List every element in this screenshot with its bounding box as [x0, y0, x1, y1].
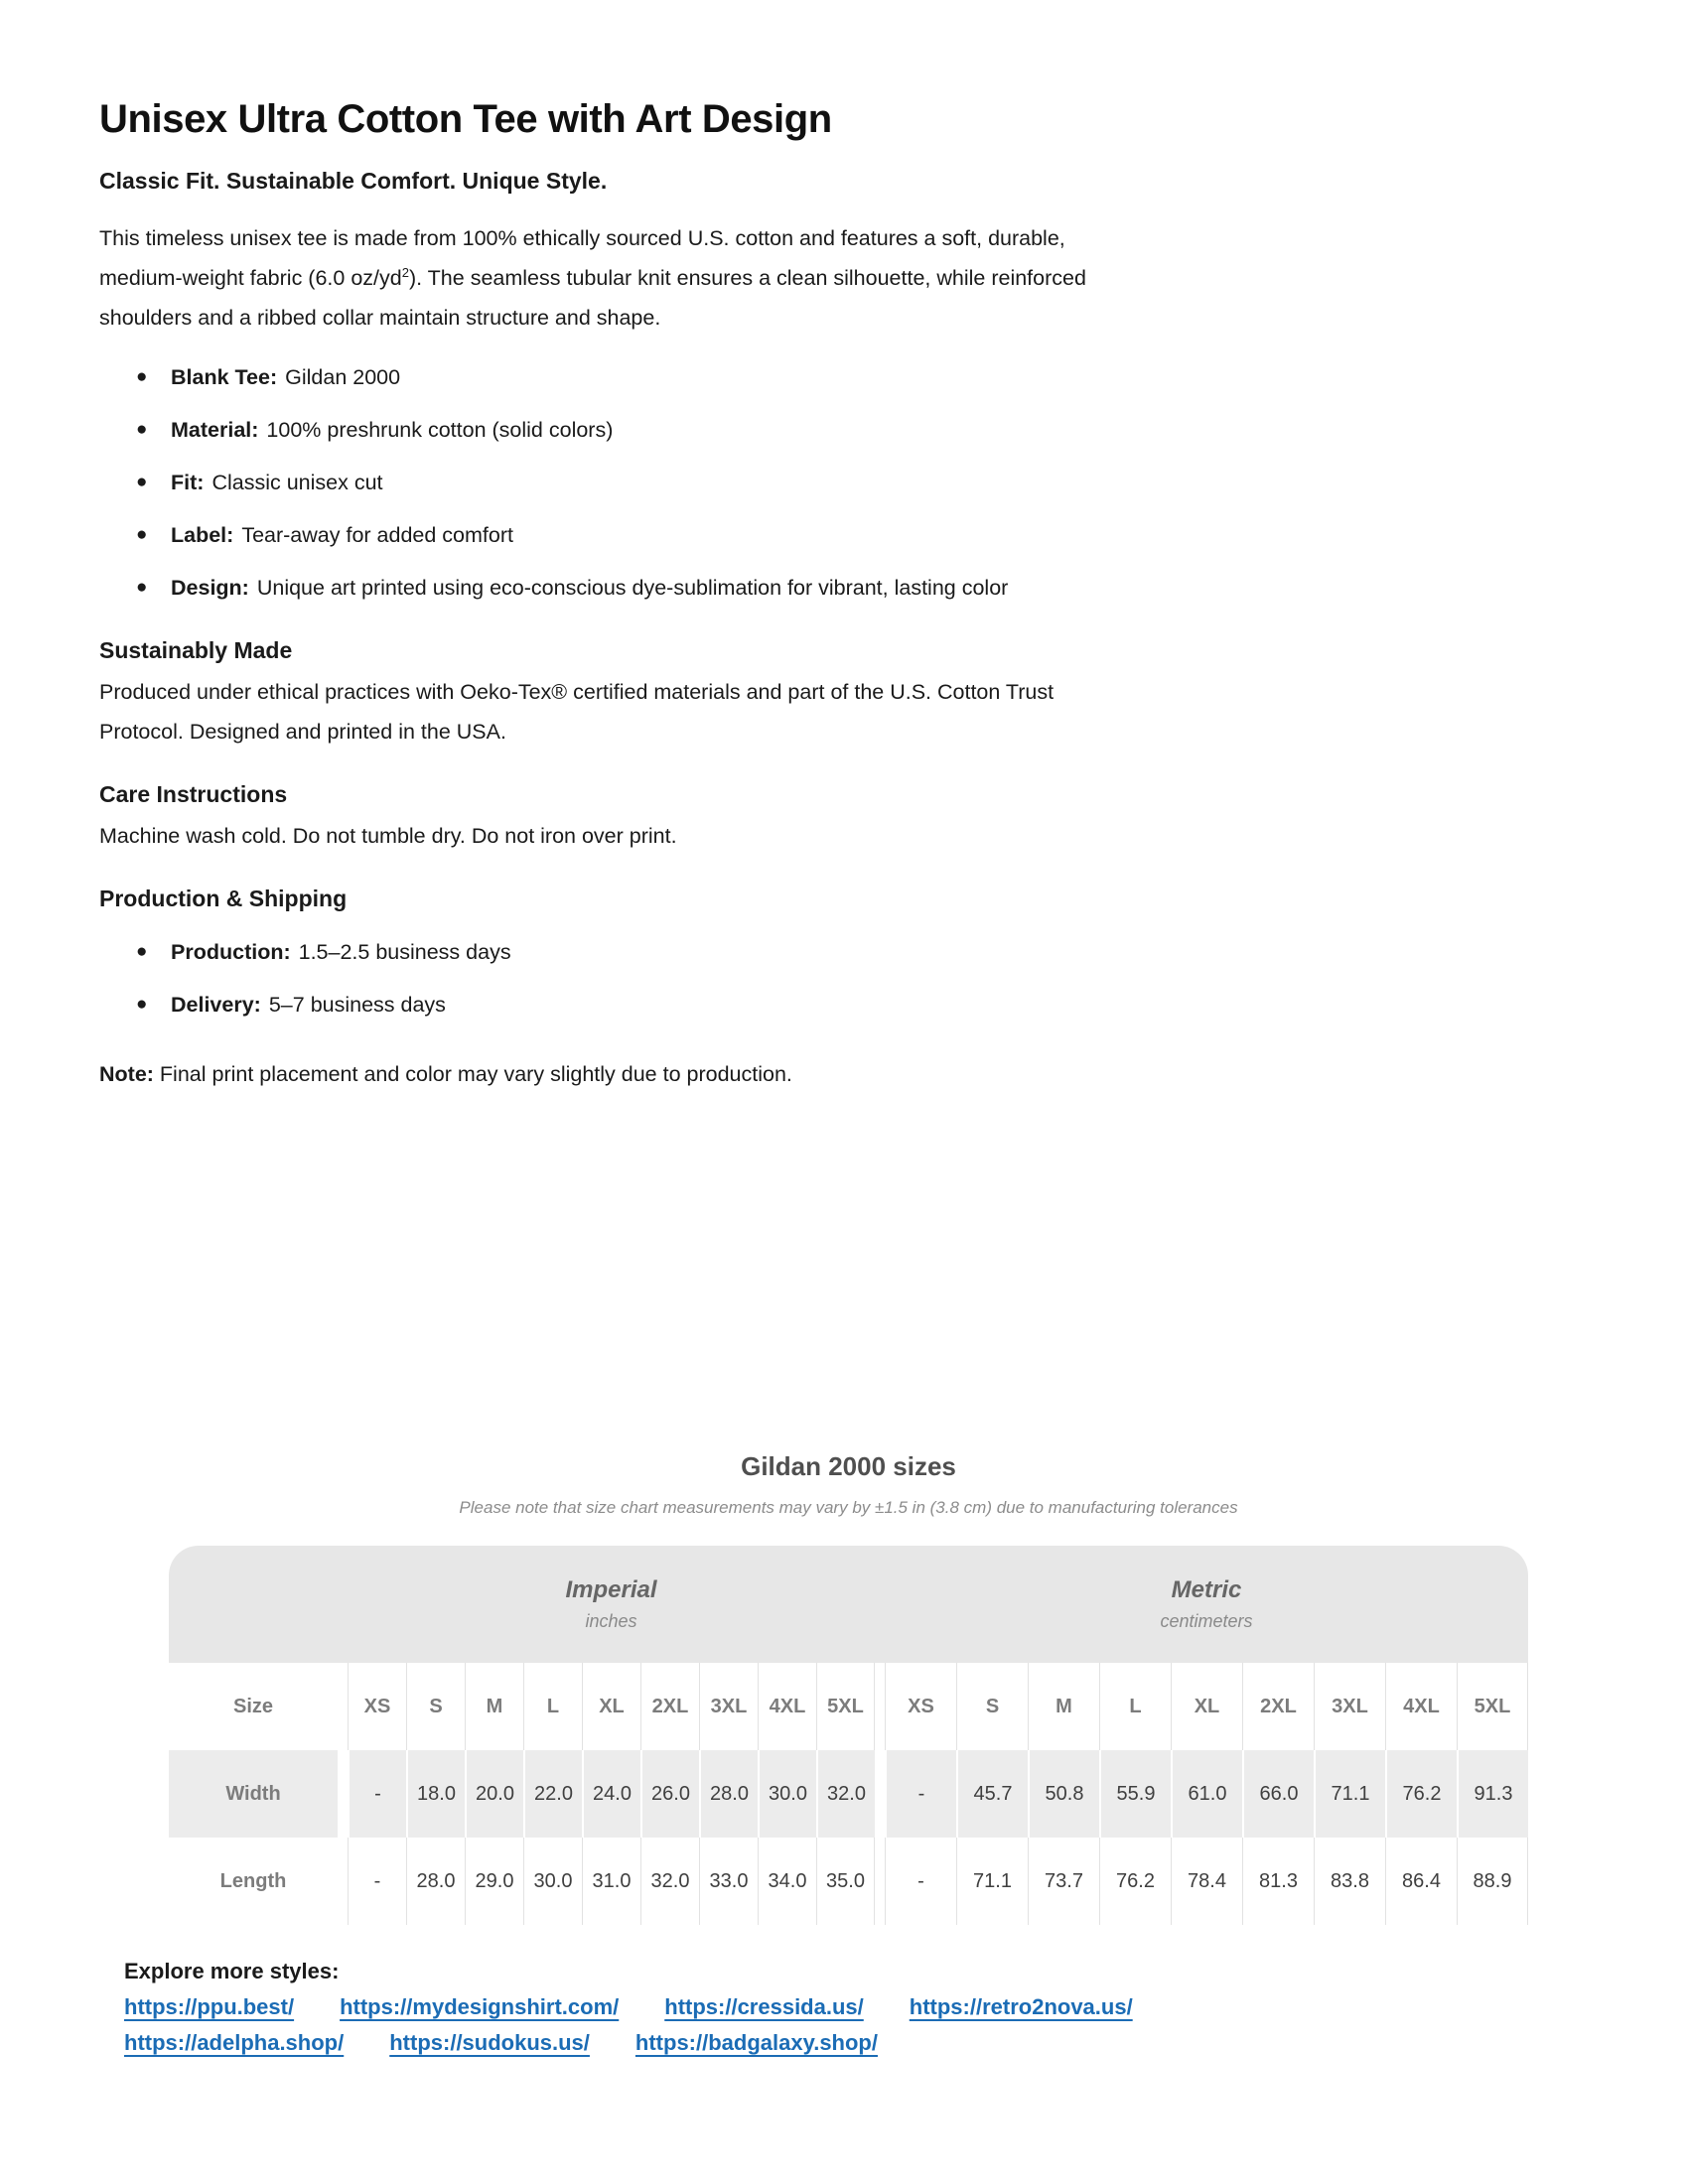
store-link[interactable]: https://ppu.best/ [124, 1994, 295, 2019]
value-cell: 32.0 [816, 1750, 875, 1838]
size-chart-title: Gildan 2000 sizes [741, 1451, 956, 1481]
imperial-label: Imperial [565, 1576, 657, 1603]
list-item [136, 357, 1589, 397]
size-header-cell: XS [885, 1663, 956, 1750]
explore-section [124, 1959, 1589, 2056]
value-cell: 30.0 [758, 1750, 816, 1838]
list-item [136, 515, 1589, 555]
note-label: Note: [99, 1062, 154, 1086]
links-row-1 [124, 1994, 1589, 2020]
value-cell: 55.9 [1099, 1750, 1171, 1838]
bullet-icon: ● [136, 994, 148, 1015]
delivery-label: Delivery: [171, 993, 261, 1017]
value-cell: 31.0 [582, 1838, 640, 1925]
value-cell: 22.0 [523, 1750, 582, 1838]
value-cell: 78.4 [1171, 1838, 1242, 1925]
feature-label: Design: [171, 576, 249, 600]
size-header-cell: L [523, 1663, 582, 1750]
row-label: Width [169, 1750, 338, 1838]
value-cell: 29.0 [465, 1838, 523, 1925]
size-chart-header-band [169, 1546, 1528, 1663]
feature-label: Blank Tee: [171, 365, 278, 389]
intro-text-end: ). The seamless tubular knit ensures a clean silhouette, while reinforced shoulders and a ribbed collar maintain structure and shape. [99, 266, 1086, 330]
size-header-cell: M [465, 1663, 523, 1750]
list-item [136, 410, 1589, 450]
size-header-cell: 2XL [640, 1663, 699, 1750]
intro-paragraph [99, 218, 1140, 338]
value-cell: - [885, 1750, 956, 1838]
size-header-cell: M [1028, 1663, 1099, 1750]
list-item [136, 985, 1589, 1024]
feature-value: Unique art printed using eco-conscious dye-sublimation for vibrant, lasting color [256, 576, 1009, 600]
size-chart-row-length [169, 1838, 1528, 1925]
size-header-cell: XL [1171, 1663, 1242, 1750]
value-cell: 20.0 [465, 1750, 523, 1838]
metric-unit-label: centimeters [1160, 1611, 1253, 1631]
bullet-icon: ● [136, 524, 148, 545]
column-gap [875, 1838, 885, 1925]
size-header-cell: XS [348, 1663, 406, 1750]
superscript-2: 2 [401, 264, 409, 280]
size-header-cell: S [406, 1663, 465, 1750]
size-chart-row-width [169, 1750, 1528, 1838]
value-cell: 26.0 [640, 1750, 699, 1838]
delivery-value: 5–7 business days [268, 993, 446, 1017]
production-label: Production: [171, 940, 291, 964]
column-gap [875, 1663, 885, 1750]
metric-group-header [885, 1546, 1528, 1663]
column-gap [338, 1750, 348, 1838]
intro-text-start: This timeless unisex tee is made from 100% ethically sourced U.S. cotton and features a soft, durable, medium-weight fabric (6.0 oz/yd [99, 226, 1065, 290]
store-link[interactable]: https://cressida.us/ [664, 1994, 864, 2019]
feature-value: Classic unisex cut [211, 471, 383, 494]
production-shipping-list [136, 932, 1589, 1024]
value-cell: - [348, 1750, 406, 1838]
value-cell: 30.0 [523, 1838, 582, 1925]
value-cell: 83.8 [1314, 1838, 1385, 1925]
value-cell: 28.0 [406, 1838, 465, 1925]
section-heading-sustainably-made: Sustainably Made [99, 637, 293, 663]
feature-list [136, 357, 1589, 608]
links-row-2 [124, 2030, 1589, 2056]
feature-value: 100% preshrunk cotton (solid colors) [266, 418, 614, 442]
value-cell: 76.2 [1099, 1838, 1171, 1925]
value-cell: 18.0 [406, 1750, 465, 1838]
value-cell: 66.0 [1242, 1750, 1314, 1838]
feature-label: Material: [171, 418, 259, 442]
bullet-icon: ● [136, 941, 148, 962]
size-header-cell: 4XL [758, 1663, 816, 1750]
value-cell: 45.7 [956, 1750, 1028, 1838]
production-value: 1.5–2.5 business days [298, 940, 511, 964]
value-cell: 91.3 [1457, 1750, 1528, 1838]
list-item [136, 932, 1589, 972]
section-body-care-instructions: Machine wash cold. Do not tumble dry. Do not iron over print. [99, 824, 677, 848]
size-header-cell: S [956, 1663, 1028, 1750]
value-cell: 88.9 [1457, 1838, 1528, 1925]
column-gap [338, 1838, 348, 1925]
size-header-cell: 4XL [1385, 1663, 1457, 1750]
feature-value: Gildan 2000 [285, 365, 401, 389]
bullet-icon: ● [136, 577, 148, 598]
size-header-cell: 5XL [816, 1663, 875, 1750]
value-cell: - [348, 1838, 406, 1925]
metric-label: Metric [1171, 1576, 1242, 1603]
page-title: Unisex Ultra Cotton Tee with Art Design [99, 97, 832, 141]
section-body-sustainably-made: Produced under ethical practices with Oeko-Tex® certified materials and part of the U.S. Cotton Trust Protocol. Designed and printed in the USA. [99, 680, 1055, 744]
size-header-cell: L [1099, 1663, 1171, 1750]
size-chart-disclaimer: Please note that size chart measurements may vary by ±1.5 in (3.8 cm) due to manufacturing tolerances [459, 1498, 1238, 1517]
list-item [136, 568, 1589, 608]
value-cell: 73.7 [1028, 1838, 1099, 1925]
value-cell: 24.0 [582, 1750, 640, 1838]
size-chart-section [169, 1451, 1528, 1925]
header-gap [875, 1546, 885, 1663]
value-cell: 33.0 [699, 1838, 758, 1925]
value-cell: 32.0 [640, 1838, 699, 1925]
value-cell: 50.8 [1028, 1750, 1099, 1838]
size-chart-table [169, 1663, 1528, 1925]
size-header-cell: 3XL [699, 1663, 758, 1750]
size-header-cell: 2XL [1242, 1663, 1314, 1750]
size-header-cell: 3XL [1314, 1663, 1385, 1750]
bullet-icon: ● [136, 419, 148, 440]
column-gap [338, 1663, 348, 1750]
value-cell: 35.0 [816, 1838, 875, 1925]
note-text: Final print placement and color may vary slightly due to production. [159, 1062, 792, 1086]
value-cell: 76.2 [1385, 1750, 1457, 1838]
column-gap [875, 1750, 885, 1838]
store-link[interactable]: https://badgalaxy.shop/ [634, 2030, 878, 2055]
explore-heading: Explore more styles: [124, 1959, 340, 1983]
store-link[interactable]: https://retro2nova.us/ [909, 1994, 1133, 2019]
store-link[interactable]: https://mydesignshirt.com/ [340, 1994, 620, 2019]
value-cell: 28.0 [699, 1750, 758, 1838]
bullet-icon: ● [136, 472, 148, 492]
section-heading-care-instructions: Care Instructions [99, 781, 288, 807]
page-subtitle: Classic Fit. Sustainable Comfort. Unique Style. [99, 168, 608, 194]
size-column-label: Size [232, 1695, 274, 1717]
header-spacer [169, 1546, 348, 1663]
section-heading-production-shipping: Production & Shipping [99, 886, 348, 911]
value-cell: 86.4 [1385, 1838, 1457, 1925]
size-header-row [169, 1663, 1528, 1750]
row-label: Length [219, 1869, 287, 1892]
imperial-unit-label: inches [585, 1611, 637, 1631]
imperial-group-header [348, 1546, 875, 1663]
size-header-cell: 5XL [1457, 1663, 1528, 1750]
note-line [99, 1054, 1589, 1094]
list-item [136, 463, 1589, 502]
bullet-icon: ● [136, 366, 148, 387]
feature-label: Fit: [171, 471, 205, 494]
value-cell: 71.1 [1314, 1750, 1385, 1838]
store-link[interactable]: https://sudokus.us/ [389, 2030, 590, 2055]
value-cell: 81.3 [1242, 1838, 1314, 1925]
store-link[interactable]: https://adelpha.shop/ [124, 2030, 345, 2055]
value-cell: 34.0 [758, 1838, 816, 1925]
feature-label: Label: [171, 523, 234, 547]
value-cell: - [885, 1838, 956, 1925]
value-cell: 71.1 [956, 1838, 1028, 1925]
size-header-cell: XL [582, 1663, 640, 1750]
value-cell: 61.0 [1171, 1750, 1242, 1838]
feature-value: Tear-away for added comfort [241, 523, 513, 547]
